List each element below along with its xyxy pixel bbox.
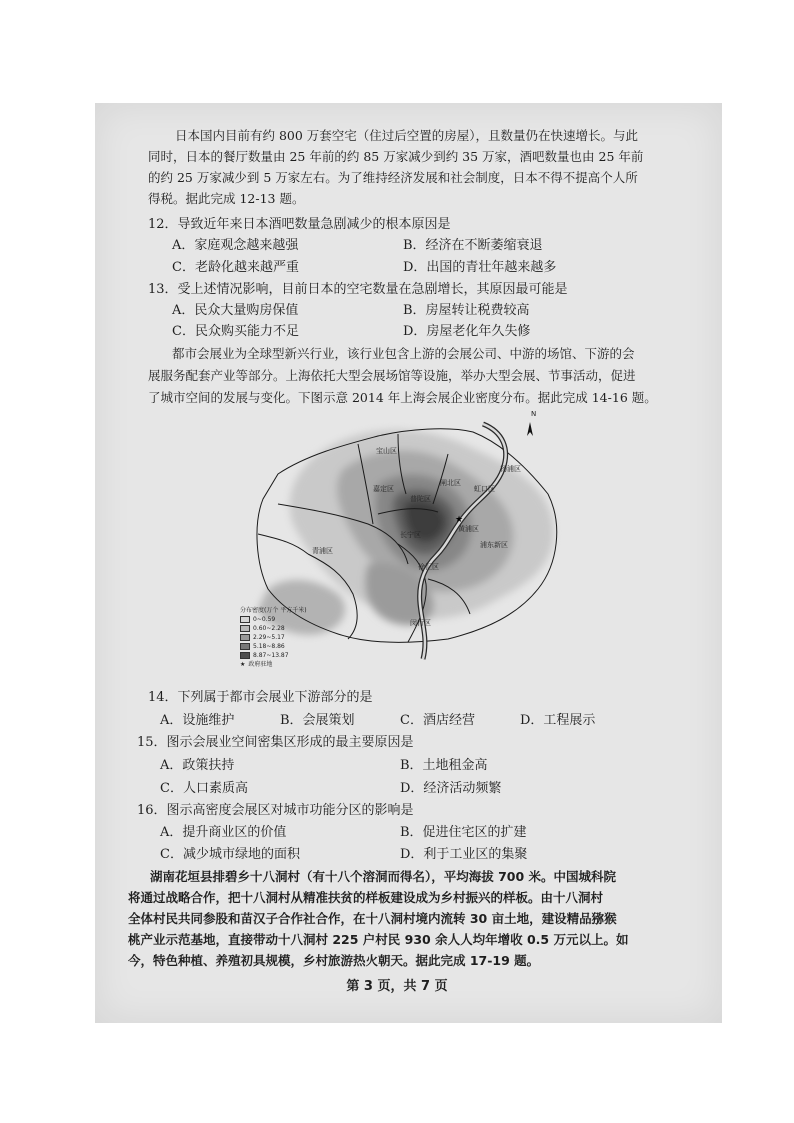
q12-stem: 12．导致近年来日本酒吧数量急剧减少的根本原因是 xyxy=(148,217,451,232)
legend-swatch xyxy=(240,616,250,623)
passage1-line1: 日本国内目前有约 800 万套空宅（住过后空置的房屋），且数量仍在快速增长。与此 xyxy=(175,128,639,143)
q13-option-c: C．民众购买能力不足 xyxy=(172,324,299,339)
legend-title: 分布密度(万个 平方千米) xyxy=(240,607,307,614)
legend-swatch xyxy=(240,634,250,641)
q14-option-b: B．会展策划 xyxy=(280,713,355,728)
district-zhabei: 闸北区 xyxy=(440,479,461,487)
passage2-line1: 都市会展业为全球型新兴行业，该行业包含上游的会展公司、中游的场馆、下游的会 xyxy=(172,346,635,361)
legend-label: 8.87~13.87 xyxy=(253,652,289,659)
q16-option-b: B．促进住宅区的扩建 xyxy=(400,825,527,840)
legend-row xyxy=(240,615,307,624)
passage3-line1: 湖南花垣县排碧乡十八洞村（有十八个溶洞而得名），平均海拔 700 米。中国城科院 xyxy=(150,869,617,884)
legend-row xyxy=(240,633,307,642)
district-xuhui: 徐汇区 xyxy=(418,563,439,571)
q13-option-b: B．房屋转让税费较高 xyxy=(403,303,530,318)
q12-option-d: D．出国的青壮年越来越多 xyxy=(403,260,557,275)
legend-label: 政府驻地 xyxy=(248,661,273,668)
q13-stem: 13．受上述情况影响，目前日本的空宅数量在急剧增长，其原因最可能是 xyxy=(148,282,568,297)
legend-row xyxy=(240,651,307,660)
q14-option-d: D．工程展示 xyxy=(520,713,596,728)
passage1-line4: 得税。据此完成 12-13 题。 xyxy=(148,191,305,206)
legend-label: 0.60~2.28 xyxy=(253,625,285,632)
legend-row xyxy=(240,624,307,633)
page-footer: 第 3 页，共 7 页 xyxy=(346,979,448,994)
q13-option-d: D．房屋老化年久失修 xyxy=(403,324,531,339)
district-putuo: 普陀区 xyxy=(410,495,431,503)
district-pudong: 浦东新区 xyxy=(480,541,508,549)
passage3-line4: 桃产业示范基地，直接带动十八洞村 225 户村民 930 余人人均年增收 0.5 万元以上。如 xyxy=(128,932,629,947)
north-label: N xyxy=(531,410,537,418)
q15-option-b: B．土地租金高 xyxy=(400,758,488,773)
passage3-line2: 将通过战略合作，把十八洞村从精准扶贫的样板建设成为乡村振兴的样板。由十八洞村 xyxy=(128,890,604,905)
district-huangpu: 黄浦区 xyxy=(458,525,479,533)
q14-option-a: A．设施维护 xyxy=(160,713,235,728)
legend-label: 0~0.59 xyxy=(253,616,276,623)
q15-stem: 15．图示会展业空间密集区形成的最主要原因是 xyxy=(137,735,414,750)
legend-star-icon: ★ xyxy=(240,661,246,668)
q15-option-c: C．人口素质高 xyxy=(160,781,248,796)
passage2-line3: 了城市空间的发展与变化。下图示意 2014 年上海会展企业密度分布。据此完成 14-16 题。 xyxy=(148,390,657,405)
q12-option-b: B．经济在不断萎缩衰退 xyxy=(403,238,543,253)
district-qingpu: 青浦区 xyxy=(312,547,333,555)
passage1-line3: 的约 25 万家减少到 5 万家左右。为了维持经济发展和社会制度，日本不得不提高个人所 xyxy=(148,170,638,185)
government-star-icon: ★ xyxy=(455,515,464,525)
district-baoshan: 宝山区 xyxy=(376,447,397,455)
q16-option-c: C．减少城市绿地的面积 xyxy=(160,847,300,862)
passage3-line5: 今，特色种植、养殖初具规模，乡村旅游热火朝天。据此完成 17-19 题。 xyxy=(128,953,540,968)
q14-stem: 14．下列属于都市会展业下游部分的是 xyxy=(148,690,373,705)
district-jiading: 嘉定区 xyxy=(373,485,394,493)
legend-row xyxy=(240,642,307,651)
legend-swatch xyxy=(240,625,250,632)
district-minhang: 闵行区 xyxy=(410,619,431,627)
legend-label: 5.18~8.86 xyxy=(253,643,285,650)
legend-swatch xyxy=(240,643,250,650)
q12-option-a: A．家庭观念越来越强 xyxy=(172,238,299,253)
q16-option-d: D．利于工业区的集聚 xyxy=(400,847,528,862)
passage1-line2: 同时，日本的餐厅数量由 25 年前的约 85 万家减少到约 35 万家，酒吧数量也由 25 年前 xyxy=(148,149,644,164)
q15-option-a: A．政策扶持 xyxy=(160,758,235,773)
q16-option-a: A．提升商业区的价值 xyxy=(160,825,287,840)
passage3-line3: 全体村民共同参股和苗汉子合作社合作，在十八洞村境内流转 30 亩土地，建设精品猕猴 xyxy=(128,911,617,926)
q13-option-a: A．民众大量购房保值 xyxy=(172,303,299,318)
legend-label: 2.29~5.17 xyxy=(253,634,285,641)
district-yangpu: 杨浦区 xyxy=(500,465,521,473)
legend-row xyxy=(240,660,307,669)
q12-option-c: C．老龄化越来越严重 xyxy=(172,260,299,275)
q15-option-d: D．经济活动频繁 xyxy=(400,781,502,796)
district-hongkou: 虹口区 xyxy=(474,485,495,493)
north-arrow-icon xyxy=(527,422,533,436)
legend-swatch xyxy=(240,652,250,659)
q16-stem: 16．图示高密度会展区对城市功能分区的影响是 xyxy=(137,803,414,818)
district-changning: 长宁区 xyxy=(400,531,421,539)
map-legend xyxy=(240,606,307,669)
passage2-line2: 展服务配套产业等部分。上海依托大型会展场馆等设施，举办大型会展、节事活动，促进 xyxy=(148,368,636,383)
q14-option-c: C．酒店经营 xyxy=(400,713,475,728)
